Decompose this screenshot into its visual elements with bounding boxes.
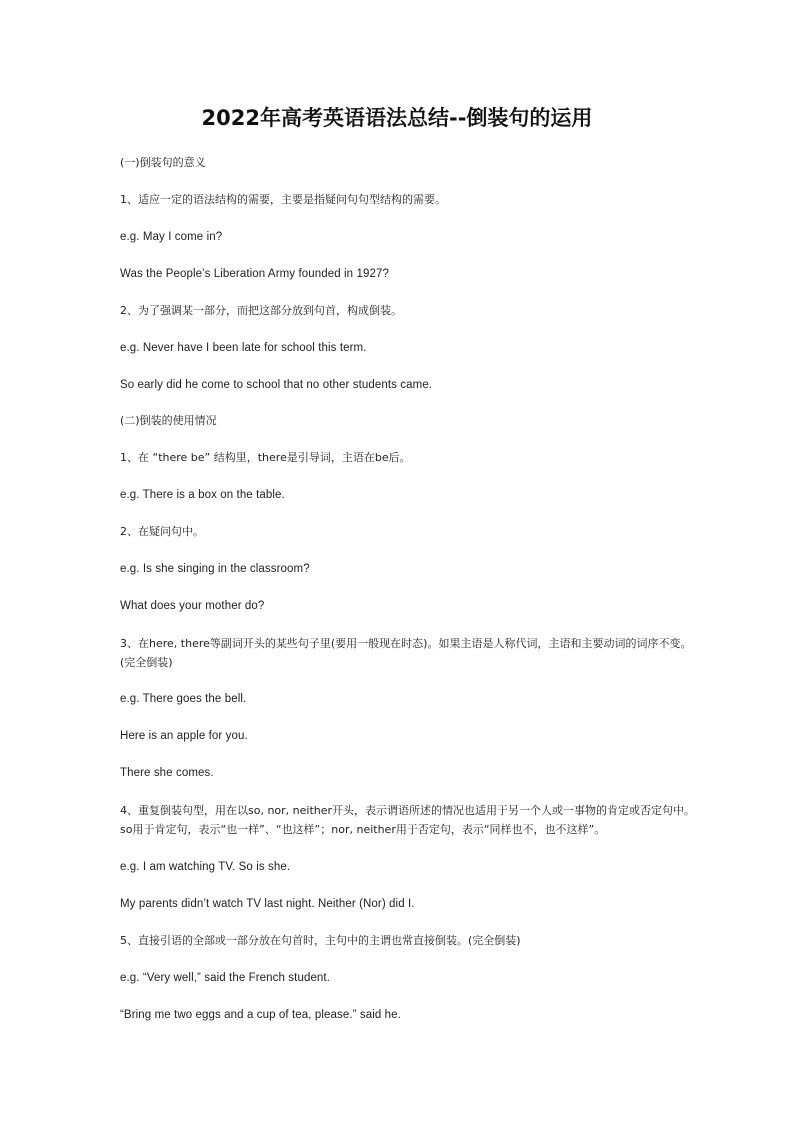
example-sentence: e.g. There goes the bell. (120, 693, 247, 705)
example-sentence: e.g. There is a box on the table. (120, 489, 285, 501)
example-sentence: “Bring me two eggs and a cup of tea, please.” said he. (120, 1009, 401, 1021)
rule-paragraph: 1、适应一定的语法结构的需要，主要是指疑问句句型结构的需要。 (120, 193, 446, 206)
example-sentence: Was the People’s Liberation Army founded in 1927? (120, 268, 389, 280)
rule-paragraph: 3、在here, there等副词开头的某些句子里(要用一般现在时态)。如果主语是人称代词，主语和主要动词的词序不变。(完全倒装) (120, 637, 692, 669)
example-sentence: My parents didn’t watch TV last night. Neither (Nor) did I. (120, 898, 415, 910)
rule-paragraph: 1、在 “there be” 结构里，there是引导词，主语在be后。 (120, 451, 411, 464)
rule-paragraph: 5、直接引语的全部或一部分放在句首时，主句中的主谓也常直接倒装。(完全倒装) (120, 934, 521, 947)
example-sentence: There she comes. (120, 767, 214, 779)
example-sentence: e.g. “Very well,” said the French student. (120, 972, 331, 984)
section-heading: (一)倒装句的意义 (120, 156, 206, 169)
example-sentence: e.g. May I come in? (120, 231, 223, 243)
example-sentence: Here is an apple for you. (120, 730, 248, 742)
example-sentence: So early did he come to school that no other students came. (120, 379, 433, 391)
example-sentence: e.g. Is she singing in the classroom? (120, 563, 310, 575)
example-sentence: e.g. Never have I been late for school this term. (120, 342, 367, 354)
rule-paragraph: 2、在疑问句中。 (120, 525, 204, 538)
rule-paragraph: 4、重复倒装句型，用在以so, nor, neither开头，表示谓语所述的情况也适用于另一个人或一事物的肯定或否定句中。so用于肯定句，表示“也一样”、“也这样”；nor, neither用于否定句，表示“同样也不，也不这样”。 (120, 804, 696, 836)
rule-paragraph: 2、为了强调某一部分，而把这部分放到句首，构成倒装。 (120, 304, 402, 317)
section-heading: (二)倒装的使用情况 (120, 414, 217, 427)
example-sentence: e.g. I am watching TV. So is she. (120, 861, 291, 873)
example-sentence: What does your mother do? (120, 600, 265, 612)
document-title: 2022年高考英语语法总结--倒装句的运用 (201, 106, 593, 130)
